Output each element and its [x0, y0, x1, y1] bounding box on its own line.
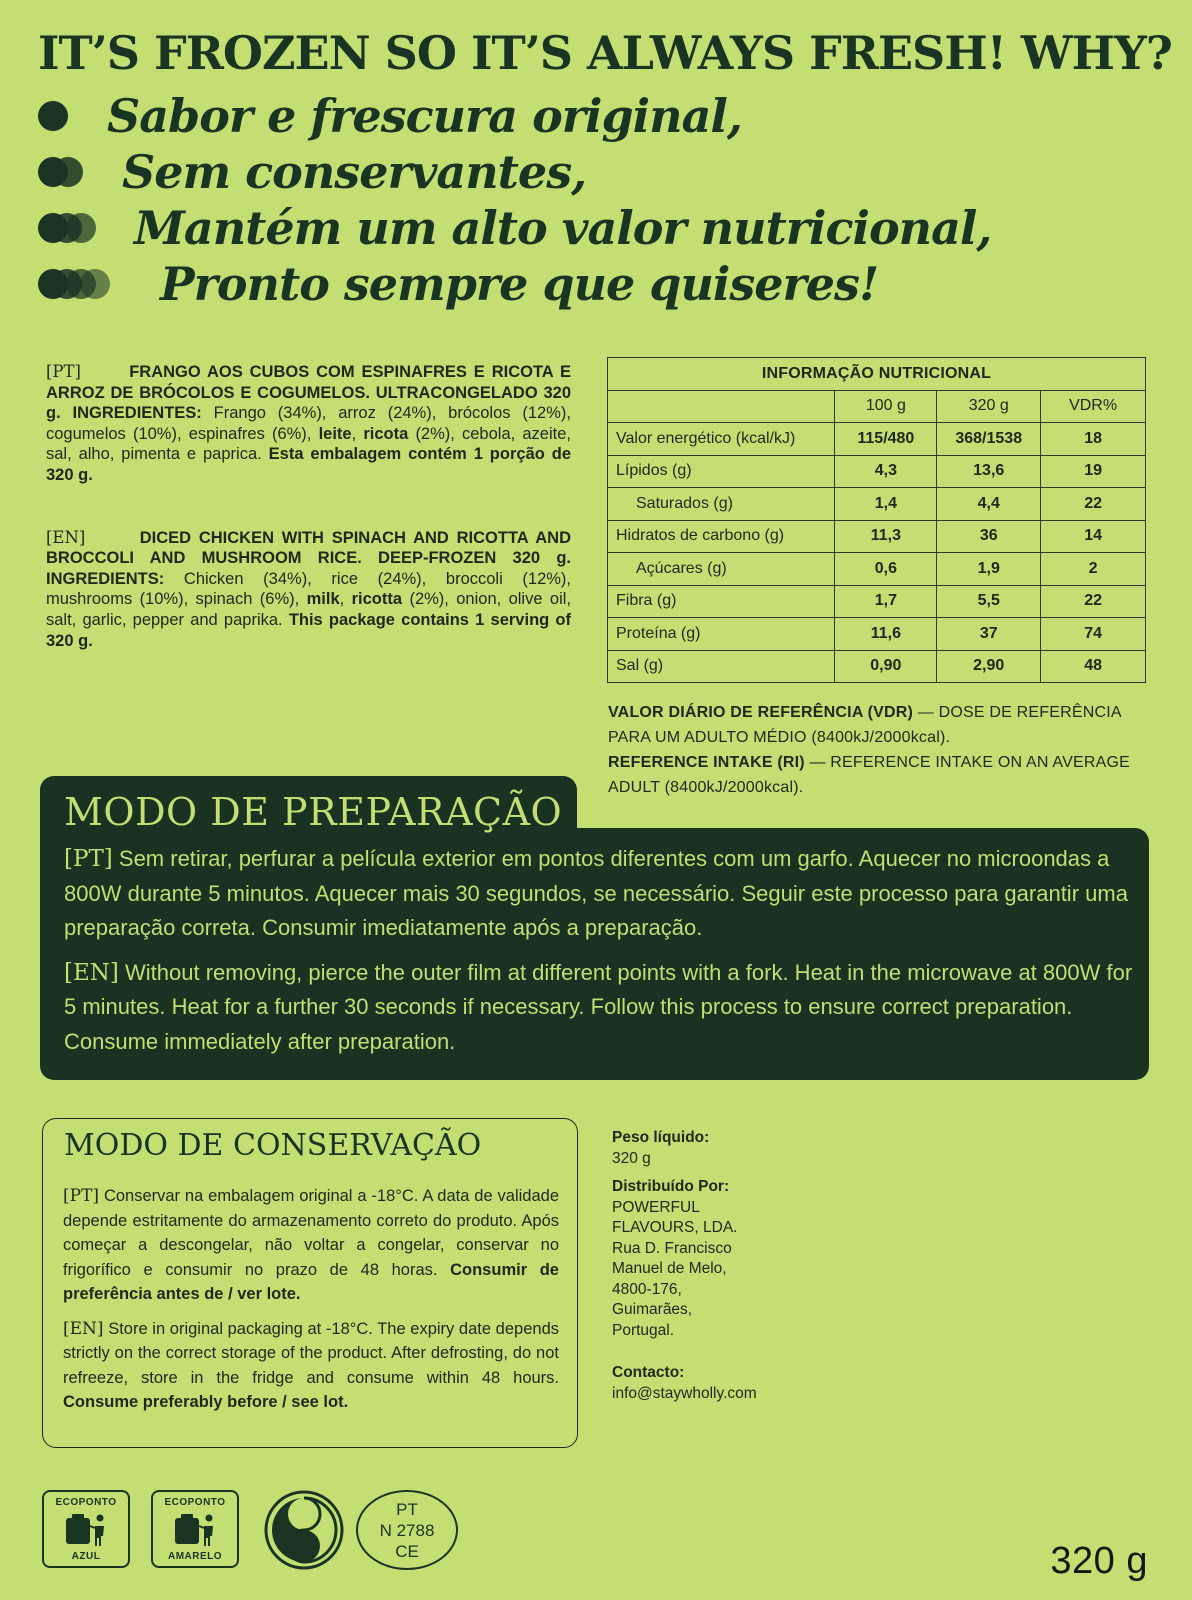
net-weight: 320 g: [1050, 1540, 1148, 1582]
value-vdr: 48: [1041, 650, 1146, 683]
ingredients-text-pt: Frango (34%), arroz (24%), brócolos (12%), cogumelos (10%), espinafres (6%),: [46, 404, 571, 443]
preparation-title: MODO DE PREPARAÇÃO: [64, 790, 563, 834]
benefit-text: Pronto sempre que quiseres!: [160, 257, 879, 311]
table-row: [608, 423, 1146, 456]
value-vdr: 19: [1041, 455, 1146, 488]
benefit-text: Sabor e frescura original,: [107, 89, 742, 143]
product-info: [612, 1128, 842, 1412]
benefit-item: [38, 256, 1038, 312]
table-row: [608, 488, 1146, 521]
table-header-cell: 100 g: [835, 390, 937, 423]
distributor-line: POWERFUL: [612, 1198, 700, 1216]
table-row: [608, 650, 1146, 683]
value-vdr: 22: [1041, 488, 1146, 521]
vdr-label: VALOR DIÁRIO DE REFERÊNCIA (VDR): [608, 704, 914, 721]
weight-label: Peso líquido:: [612, 1129, 710, 1146]
distributor-line: 4800-176,: [612, 1280, 682, 1298]
benefit-item: [38, 144, 1038, 200]
value-100g: 0,6: [835, 553, 937, 586]
conservation-en: [63, 1317, 559, 1415]
value-320g: 4,4: [937, 488, 1041, 521]
health-mark-oval: [356, 1490, 458, 1570]
value-vdr: 18: [1041, 423, 1146, 456]
nutrient-label: Açúcares (g): [608, 553, 835, 586]
distributor-line: FLAVOURS, LDA.: [612, 1219, 738, 1236]
value-vdr: 74: [1041, 618, 1146, 651]
value-100g: 11,3: [835, 520, 937, 553]
conservation-pt: [63, 1184, 559, 1307]
weight-value: 320 g: [612, 1149, 651, 1167]
value-320g: 2,90: [937, 650, 1041, 683]
value-320g: 5,5: [937, 585, 1041, 618]
badge-label: ECOPONTO: [164, 1497, 226, 1508]
nutrient-label: Hidratos de carbono (g): [608, 520, 835, 553]
allergen: ricota: [363, 424, 409, 443]
nutrient-label: Saturados (g): [608, 488, 835, 521]
value-vdr: 14: [1041, 520, 1146, 553]
recycle-bin-icon: [173, 1512, 221, 1548]
value-100g: 4,3: [835, 455, 937, 488]
best-before-note-en: Consume preferably before / see lot.: [63, 1393, 349, 1411]
value-320g: 37: [937, 618, 1041, 651]
ingredients-section: [46, 362, 571, 693]
benefit-item: [38, 88, 1038, 144]
preparation-pt: [64, 842, 1140, 946]
recycle-bin-icon: [64, 1512, 112, 1548]
benefit-text: Mantém um alto valor nutricional,: [134, 201, 992, 255]
vdr-text: — DOSE DE REFERÊNCIA PARA UM ADULTO MÉDIO (8400kJ/2000kcal).: [608, 704, 1121, 746]
badge-label: AZUL: [71, 1551, 101, 1562]
ingredients-label-en: INGREDIENTS:: [46, 569, 165, 588]
badge-label: ECOPONTO: [55, 1497, 117, 1508]
value-100g: 11,6: [835, 618, 937, 651]
benefit-text: Sem conservantes,: [122, 145, 587, 199]
reference-intake-note: [608, 700, 1148, 800]
table-header-cell: [608, 390, 835, 423]
separator: ,: [339, 590, 345, 609]
value-vdr: 22: [1041, 585, 1146, 618]
net-weight-info: [612, 1128, 842, 1169]
best-before-note-pt: Consumir de preferência antes de / ver lote.: [63, 1260, 559, 1303]
bullet-dots-icon: [38, 213, 134, 243]
table-row: [608, 455, 1146, 488]
preparation-text-en: Without removing, pierce the outer film at different points with a fork. Heat in the microwave at 800W for 5 minutes. Heat for a further 30 seconds if necessary. Follow this process to ensure correct preparation. Consume immediately after preparation.: [64, 959, 1133, 1054]
ingredients-text-pt: (2%), cebola, azeite, sal, alho, pimenta e paprica.: [46, 424, 571, 464]
nutrient-label: Lípidos (g): [608, 455, 835, 488]
ri-text: — REFERENCE INTAKE ON AN AVERAGE ADULT (8400kJ/2000kcal).: [608, 754, 1130, 796]
bullet-dots-icon: [38, 269, 160, 299]
headline: IT’S FROZEN SO IT’S ALWAYS FRESH! WHY?: [38, 26, 1172, 80]
value-100g: 1,7: [835, 585, 937, 618]
lang-tag-en: [EN]: [46, 527, 86, 547]
value-100g: 115/480: [835, 423, 937, 456]
contact-info: [612, 1363, 842, 1404]
distributor-label: Distribuído Por:: [612, 1178, 730, 1195]
distributor-line: Portugal.: [612, 1321, 675, 1339]
ingredients-pt: [46, 362, 571, 486]
conservation-text-en: Store in original packaging at -18°C. The expiry date depends strictly on the correct storage of the product. After defrosting, do not refreeze, store in the fridge and consume within 48 hours.: [63, 1319, 559, 1387]
nutrition-title: INFORMAÇÃO NUTRICIONAL: [608, 358, 1146, 391]
distributor-line: Rua D. Francisco: [612, 1239, 732, 1257]
value-320g: 1,9: [937, 553, 1041, 586]
benefits-list: [38, 88, 1038, 312]
health-mark-line: PT: [396, 1499, 418, 1519]
distributor-line: Manuel de Melo,: [612, 1260, 727, 1277]
nutrient-label: Sal (g): [608, 650, 835, 683]
ingredients-text-en: Chicken (34%), rice (24%), broccoli (12%), mushrooms (10%), spinach (6%),: [46, 569, 571, 609]
value-320g: 13,6: [937, 455, 1041, 488]
lang-tag-pt: [PT]: [46, 362, 81, 381]
value-320g: 368/1538: [937, 423, 1041, 456]
health-mark-line: CE: [395, 1541, 419, 1561]
ingredients-text-en: (2%), onion, olive oil, salt, garlic, pepper and paprika.: [46, 590, 571, 629]
bullet-dots-icon: [38, 157, 122, 187]
allergen: milk: [306, 590, 340, 609]
preparation-text-pt: Sem retirar, perfurar a película exterior em pontos diferentes com um garfo. Aquecer no microondas a 800W durante 5 minutos. Aquecer mais 30 segundos, se necessário. Seguir este processo para garantir uma preparação correta. Consumir imediatamente após a preparação.: [64, 846, 1128, 940]
distributor-line: Guimarães,: [612, 1301, 693, 1318]
contact-label: Contacto:: [612, 1364, 685, 1381]
value-100g: 1,4: [835, 488, 937, 521]
value-vdr: 2: [1041, 553, 1146, 586]
table-header-row: [608, 358, 1146, 391]
value-320g: 36: [937, 520, 1041, 553]
product-title-en: DICED CHICKEN WITH SPINACH AND RICOTTA AND BROCCOLI AND MUSHROOM RICE. DEEP-FROZEN 320 g.: [46, 528, 572, 568]
table-row: [608, 585, 1146, 618]
allergen: leite: [318, 424, 352, 443]
table-row: [608, 520, 1146, 553]
ecoponto-amarelo-badge: [151, 1490, 239, 1568]
table-header-cell: VDR%: [1041, 390, 1146, 423]
distributor-info: [612, 1177, 842, 1341]
badge-label: AMARELO: [167, 1551, 223, 1562]
health-mark-line: N 2788: [379, 1520, 435, 1540]
nutrient-label: Valor energético (kcal/kJ): [608, 423, 835, 456]
preparation-en: [64, 956, 1140, 1060]
nutrition-table: [607, 357, 1146, 683]
table-row: [608, 553, 1146, 586]
preparation-text: [64, 842, 1140, 1069]
conservation-title: MODO DE CONSERVAÇÃO: [64, 1128, 482, 1163]
table-header-cell: 320 g: [937, 390, 1041, 423]
ecoponto-azul-badge: [42, 1490, 130, 1568]
benefit-item: [38, 200, 1038, 256]
table-header-row: [608, 390, 1146, 423]
allergen: ricotta: [351, 590, 403, 609]
product-title-pt: FRANGO AOS CUBOS COM ESPINAFRES E RICOTA E ARROZ DE BRÓCOLOS E COGUMELOS. ULTRACONGELADO 320 g.: [46, 363, 571, 423]
ingredients-en: [46, 528, 571, 652]
portion-note-en: This package contains 1 serving of 320 g.: [46, 610, 571, 650]
conservation-text: [63, 1184, 559, 1425]
table-row: [608, 618, 1146, 651]
lang-tag-en: [EN]: [64, 959, 119, 986]
value-100g: 0,90: [835, 650, 937, 683]
nutrient-label: Fibra (g): [608, 585, 835, 618]
bullet-dots-icon: [38, 101, 107, 131]
lang-tag-en: [EN]: [63, 1318, 104, 1339]
lang-tag-pt: [PT]: [64, 846, 113, 872]
conservation-text-pt: Conservar na embalagem original a -18°C. A data de validade depende estritamente do armazenamento correto do produto. Após começar a descongelar, não voltar a congelar, conservar no frigorífico e consumir no prazo de 48 horas.: [63, 1187, 559, 1279]
ingredients-label-pt: INGREDIENTES:: [72, 404, 202, 423]
contact-email[interactable]: info@staywholly.com: [612, 1384, 757, 1402]
portion-note-pt: Esta embalagem contém 1 porção de 320 g.: [46, 445, 571, 484]
lang-tag-pt: [PT]: [63, 1186, 100, 1206]
nutrient-label: Proteína (g): [608, 618, 835, 651]
separator: ,: [351, 424, 357, 443]
ri-label: REFERENCE INTAKE (RI): [608, 754, 805, 771]
green-dot-recycling-icon: [264, 1490, 344, 1570]
